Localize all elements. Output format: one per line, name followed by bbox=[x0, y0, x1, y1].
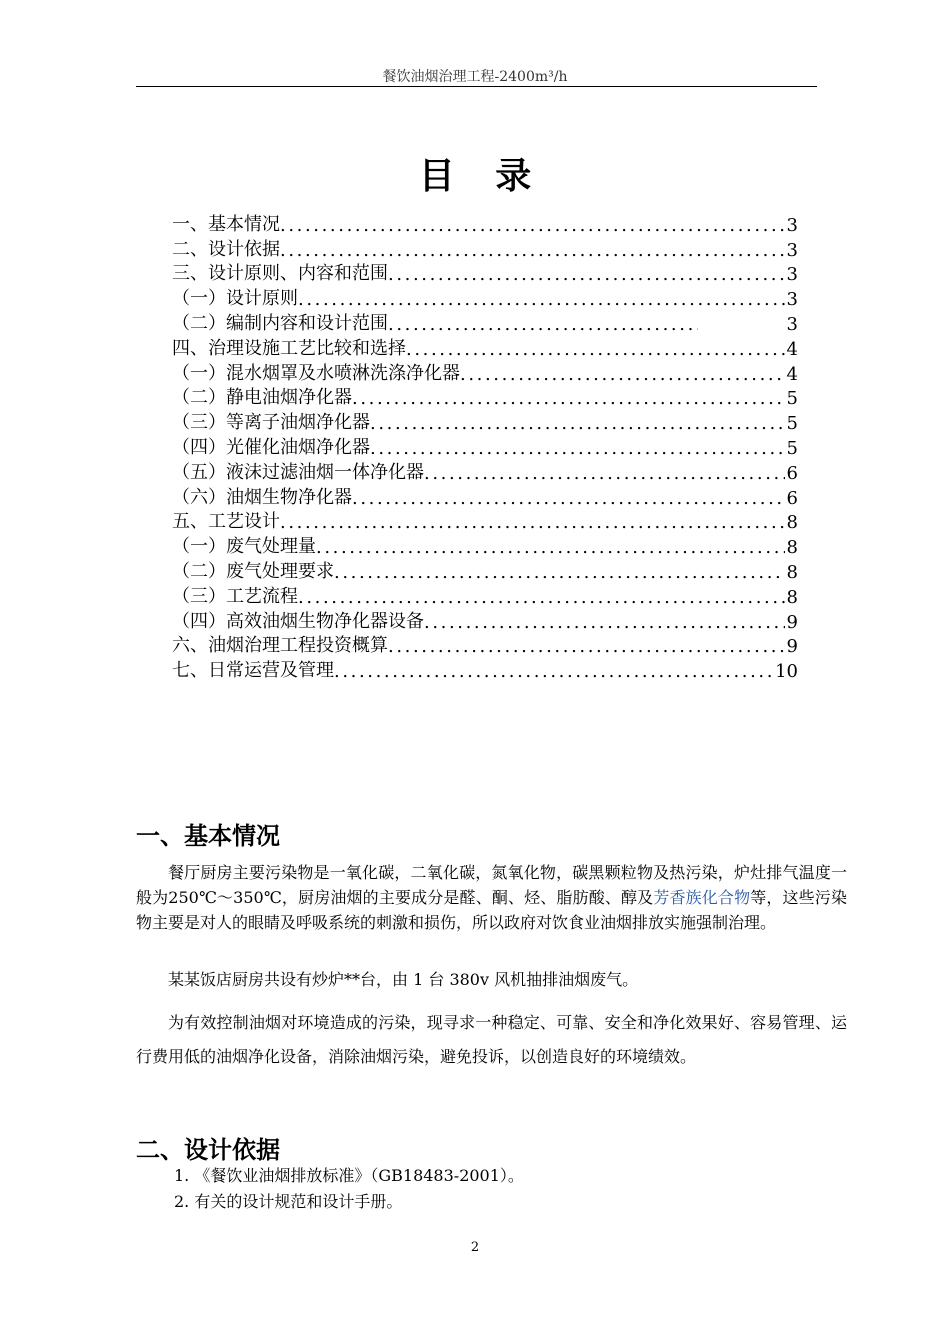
toc-entry-page: 3 bbox=[786, 313, 798, 335]
toc-entry[interactable] bbox=[172, 533, 798, 558]
toc-leader-dots bbox=[460, 364, 785, 385]
toc-entry-page: 6 bbox=[786, 487, 798, 509]
toc-entry-label: 二、设计依据 bbox=[172, 238, 280, 260]
toc-entry-page: 3 bbox=[786, 289, 798, 311]
page-number: 2 bbox=[470, 1240, 480, 1255]
toc-entry-label: （一）设计原则 bbox=[172, 288, 298, 310]
toc-entry-page: 3 bbox=[786, 264, 798, 286]
toc-entry[interactable] bbox=[172, 385, 798, 410]
toc-entry-label: （二）静电油烟净化器 bbox=[172, 387, 352, 409]
toc-entry-page: 8 bbox=[786, 512, 798, 534]
section-2-heading: 二、设计依据 bbox=[136, 1135, 280, 1164]
toc-entry-label: （三）工艺流程 bbox=[172, 585, 298, 607]
running-header: 餐饮油烟治理工程-2400m³/h bbox=[382, 69, 568, 85]
toc-entry-label: （四）光催化油烟净化器 bbox=[172, 436, 370, 458]
toc-entry[interactable] bbox=[172, 236, 798, 261]
section-1-paragraph-3: 为有效控制油烟对环境造成的污染，现寻求一种稳定、可靠、安全和净化效果好、容易管理、运行费用低的油烟净化设备，消除油烟污染，避免投诉，以创造良好的环境绩效。 bbox=[136, 1013, 847, 1066]
toc-title: 目 录 bbox=[418, 155, 546, 197]
toc-entry-page: 4 bbox=[786, 338, 798, 360]
toc-leader-dots bbox=[280, 215, 785, 236]
toc-leader-dots bbox=[424, 612, 785, 633]
toc-entry-page: 3 bbox=[786, 214, 798, 236]
toc-entry[interactable] bbox=[172, 484, 798, 509]
toc-entry-label: （五）液沫过滤油烟一体净化器 bbox=[172, 461, 424, 483]
toc-leader-dots bbox=[370, 413, 785, 434]
toc-entry-page: 9 bbox=[786, 611, 798, 633]
toc-leader-dots bbox=[352, 388, 785, 409]
header-rule bbox=[136, 86, 817, 87]
toc-leader-dots bbox=[388, 314, 698, 335]
toc-leader-dots bbox=[406, 339, 785, 360]
toc-entry[interactable] bbox=[172, 285, 798, 310]
toc-entry-label: （六）油烟生物净化器 bbox=[172, 486, 352, 508]
toc-entry-label: （二）废气处理要求 bbox=[172, 560, 334, 582]
toc-entry[interactable] bbox=[172, 261, 798, 286]
toc-entry-page: 8 bbox=[786, 537, 798, 559]
toc-entry-label: （一）废气处理量 bbox=[172, 536, 316, 558]
toc-leader-dots bbox=[424, 463, 785, 484]
toc-entry-page: 9 bbox=[786, 636, 798, 658]
toc-leader-dots bbox=[334, 661, 773, 682]
section-1-paragraph-2: 某某饭店厨房共设有炒炉**台，由 1 台 380v 风机抽排油烟废气。 bbox=[168, 970, 639, 989]
toc-entry[interactable] bbox=[172, 409, 798, 434]
toc-entry[interactable] bbox=[172, 310, 798, 335]
toc-entry-label: （二）编制内容和设计范围 bbox=[172, 312, 388, 334]
toc-entry-page: 4 bbox=[786, 363, 798, 385]
toc-entry-page: 8 bbox=[786, 561, 798, 583]
table-of-contents bbox=[172, 211, 798, 682]
toc-entry[interactable] bbox=[172, 608, 798, 633]
toc-leader-dots bbox=[388, 264, 785, 285]
toc-entry[interactable] bbox=[172, 459, 798, 484]
toc-leader-dots bbox=[298, 587, 785, 608]
toc-leader-dots bbox=[298, 289, 785, 310]
toc-entry-page: 5 bbox=[786, 388, 798, 410]
toc-entry[interactable] bbox=[172, 335, 798, 360]
toc-entry-label: （一）混水烟罩及水喷淋洗涤净化器 bbox=[172, 362, 460, 384]
toc-entry-page: 5 bbox=[786, 437, 798, 459]
toc-leader-dots bbox=[316, 537, 785, 558]
toc-entry[interactable] bbox=[172, 657, 798, 682]
toc-entry[interactable] bbox=[172, 558, 798, 583]
toc-entry-label: 四、治理设施工艺比较和选择 bbox=[172, 337, 406, 359]
toc-entry-label: 七、日常运营及管理 bbox=[172, 660, 334, 682]
toc-entry[interactable] bbox=[172, 360, 798, 385]
toc-entry[interactable] bbox=[172, 509, 798, 534]
section-1-paragraph-1: 餐厅厨房主要污染物是一氧化碳，二氧化碳，氮氧化物，碳黑颗粒物及热污染，炉灶排气温度一般为250℃～350℃，厨房油烟的主要成分是醛、酮、烃、脂肪酸、醇及芳香族化合物等，这些污染物主要是对人的眼睛及呼吸系统的刺激和损伤，所以政府对饮食业油烟排放实施强制治理。 bbox=[136, 863, 847, 932]
section-1-heading: 一、基本情况 bbox=[136, 821, 280, 850]
toc-entry-label: （四）高效油烟生物净化器设备 bbox=[172, 610, 424, 632]
toc-entry-page: 10 bbox=[775, 661, 798, 683]
toc-entry[interactable] bbox=[172, 633, 798, 658]
toc-entry-page: 6 bbox=[786, 462, 798, 484]
aromatic-compounds-link[interactable]: 芳香族化合物 bbox=[653, 888, 751, 907]
toc-entry[interactable] bbox=[172, 583, 798, 608]
toc-entry-label: 五、工艺设计 bbox=[172, 511, 280, 533]
toc-entry-page: 3 bbox=[786, 239, 798, 261]
section-2-item-1: 1. 《餐饮业油烟排放标准》（GB18483-2001）。 bbox=[174, 1166, 524, 1185]
section-2-item-2: 2. 有关的设计规范和设计手册。 bbox=[174, 1192, 403, 1211]
toc-entry-label: 一、基本情况 bbox=[172, 213, 280, 235]
toc-entry[interactable] bbox=[172, 211, 798, 236]
toc-entry-label: （三）等离子油烟净化器 bbox=[172, 412, 370, 434]
toc-entry-page: 5 bbox=[786, 413, 798, 435]
toc-leader-dots bbox=[280, 240, 785, 261]
toc-entry[interactable] bbox=[172, 434, 798, 459]
toc-entry-label: 六、油烟治理工程投资概算 bbox=[172, 635, 388, 657]
toc-leader-dots bbox=[334, 562, 785, 583]
toc-leader-dots bbox=[352, 488, 785, 509]
toc-leader-dots bbox=[370, 438, 785, 459]
toc-entry-label: 三、设计原则、内容和范围 bbox=[172, 263, 388, 285]
toc-leader-dots bbox=[280, 512, 785, 533]
toc-entry-page: 8 bbox=[786, 586, 798, 608]
toc-leader-dots bbox=[388, 636, 785, 657]
